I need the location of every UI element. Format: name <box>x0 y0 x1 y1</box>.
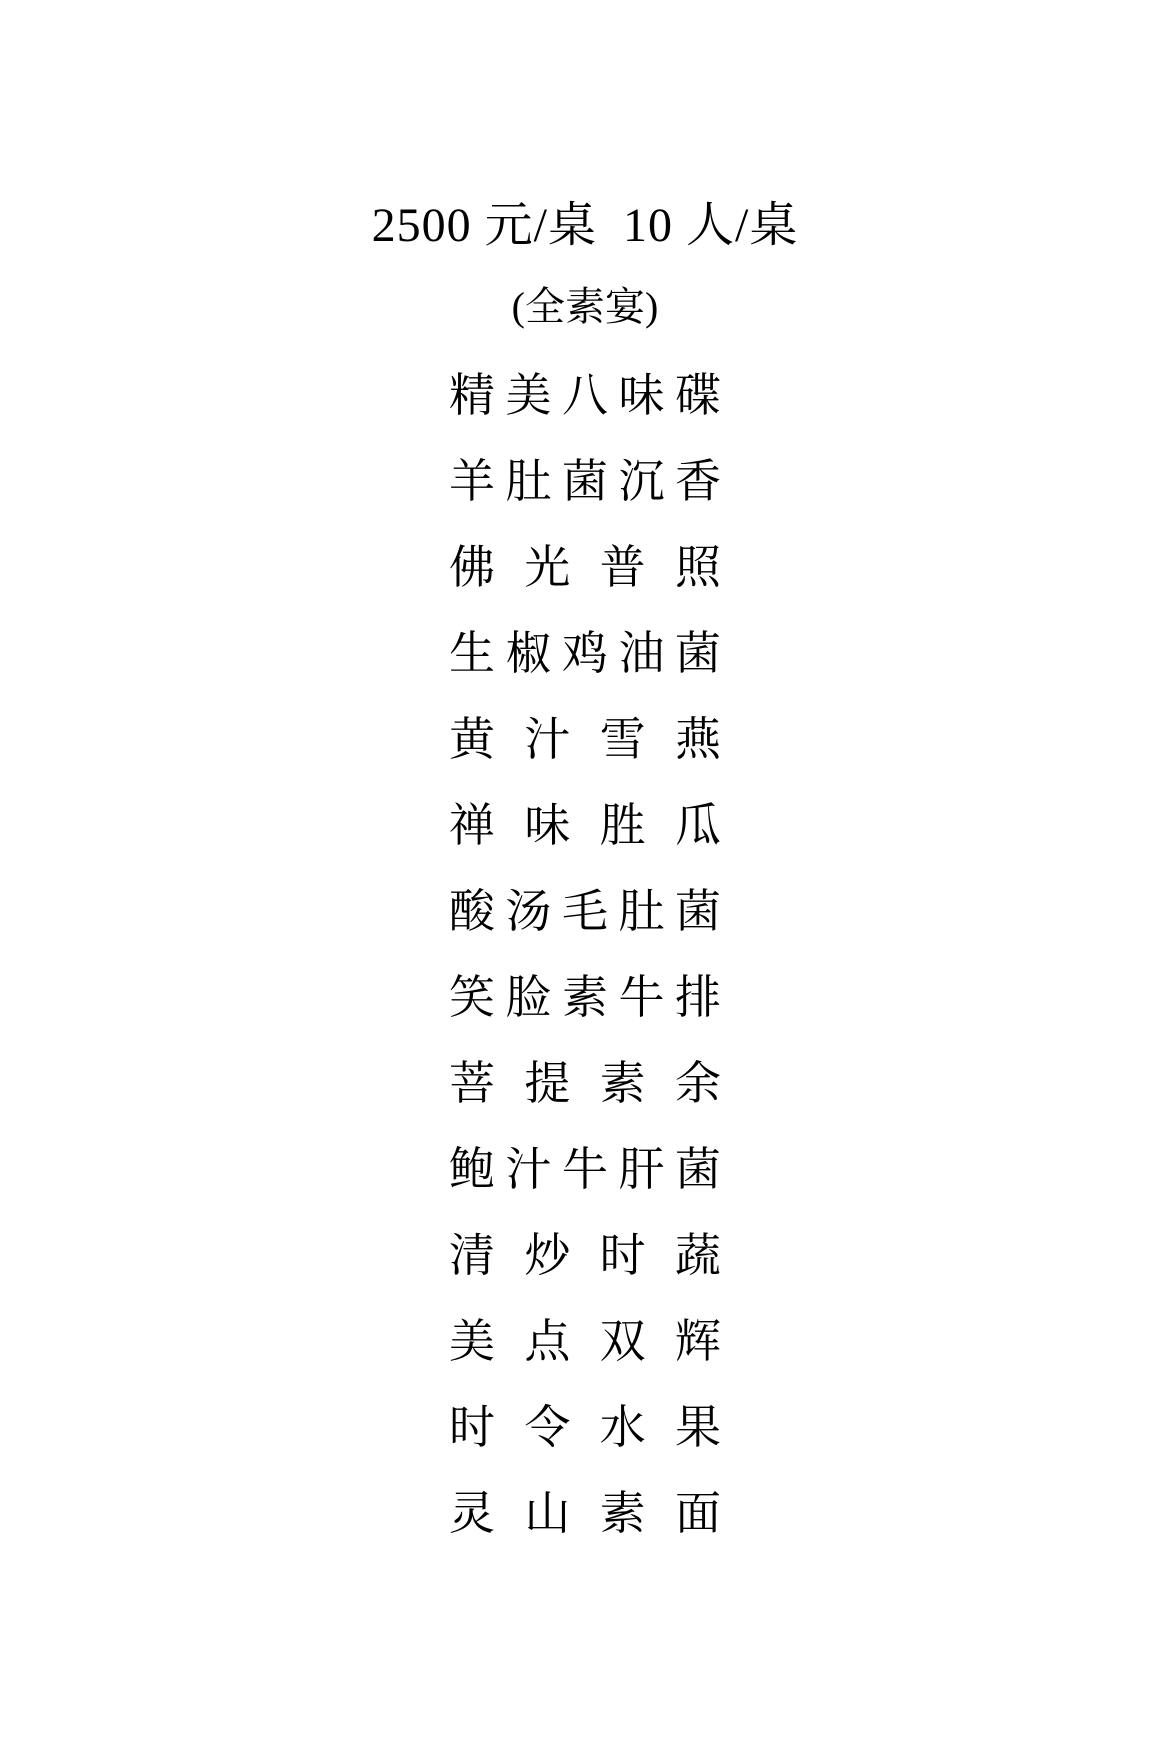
dish-char: 普 <box>599 541 646 593</box>
dish-char: 汤 <box>505 885 552 937</box>
dish-char: 香 <box>675 455 721 507</box>
dish-line-4 <box>449 610 721 696</box>
dish-char: 菩 <box>449 1057 495 1109</box>
dish-char: 提 <box>524 1057 571 1109</box>
dish-char: 生 <box>449 627 495 679</box>
dish-char: 菌 <box>675 1143 721 1195</box>
dish-char: 瓜 <box>674 799 721 851</box>
dish-char: 菌 <box>675 627 721 679</box>
dish-char: 时 <box>599 1229 646 1281</box>
dish-char: 素 <box>562 971 608 1023</box>
dish-char: 汁 <box>524 713 571 765</box>
dish-char: 余 <box>674 1057 721 1109</box>
dish-char: 果 <box>674 1401 721 1453</box>
dish-line-6 <box>449 782 721 868</box>
dish-char: 牛 <box>562 1143 608 1195</box>
dish-char: 素 <box>599 1487 646 1539</box>
dish-char: 蔬 <box>674 1229 721 1281</box>
dish-char: 禅 <box>449 799 495 851</box>
dish-char: 味 <box>524 799 571 851</box>
dish-char: 黄 <box>449 713 495 765</box>
dish-char: 味 <box>618 369 665 421</box>
dish-line-8 <box>449 954 721 1040</box>
dish-char: 菌 <box>675 885 721 937</box>
dish-char: 肚 <box>505 455 552 507</box>
dish-char: 笑 <box>449 971 495 1023</box>
dish-line-10 <box>449 1126 721 1212</box>
dish-line-11 <box>449 1212 721 1298</box>
dish-char: 灵 <box>449 1487 495 1539</box>
dish-char: 佛 <box>449 541 495 593</box>
dish-char: 面 <box>674 1487 721 1539</box>
dish-char: 燕 <box>674 713 721 765</box>
dish-line-7 <box>449 868 721 954</box>
dish-char: 双 <box>599 1315 646 1367</box>
dish-char: 油 <box>618 627 665 679</box>
dish-char: 鸡 <box>562 627 608 679</box>
dish-char: 美 <box>505 369 552 421</box>
dish-line-3 <box>449 524 721 610</box>
dish-char: 清 <box>449 1229 495 1281</box>
dish-char: 山 <box>524 1487 571 1539</box>
dish-char: 点 <box>524 1315 571 1367</box>
dish-char: 光 <box>524 541 571 593</box>
page-title: 2500 元/桌 10 人/桌 <box>371 199 799 252</box>
dish-char: 牛 <box>618 971 665 1023</box>
dish-line-5 <box>449 696 721 782</box>
dish-char: 菌 <box>562 455 608 507</box>
dish-char: 胜 <box>599 799 646 851</box>
dish-char: 酸 <box>449 885 495 937</box>
dish-line-12 <box>449 1298 721 1384</box>
dish-line-1 <box>449 352 721 438</box>
dish-char: 沉 <box>618 455 665 507</box>
dish-char: 素 <box>599 1057 646 1109</box>
dish-char: 鲍 <box>449 1143 495 1195</box>
dish-char: 精 <box>449 369 495 421</box>
dish-list <box>449 352 721 1556</box>
dish-char: 羊 <box>449 455 495 507</box>
dish-char: 辉 <box>674 1315 721 1367</box>
dish-char: 排 <box>675 971 721 1023</box>
dish-char: 时 <box>449 1401 495 1453</box>
dish-char: 毛 <box>562 885 608 937</box>
dish-char: 汁 <box>505 1143 552 1195</box>
dish-char: 肚 <box>618 885 665 937</box>
dish-char: 碟 <box>675 369 721 421</box>
page-subtitle: (全素宴) <box>511 284 659 329</box>
dish-char: 水 <box>599 1401 646 1453</box>
dish-char: 照 <box>674 541 721 593</box>
dish-line-13 <box>449 1384 721 1470</box>
dish-char: 椒 <box>505 627 552 679</box>
dish-char: 八 <box>562 369 608 421</box>
dish-char: 雪 <box>599 713 646 765</box>
dish-line-9 <box>449 1040 721 1126</box>
dish-line-14 <box>449 1470 721 1556</box>
dish-line-2 <box>449 438 721 524</box>
dish-char: 炒 <box>524 1229 571 1281</box>
dish-char: 脸 <box>505 971 552 1023</box>
dish-char: 令 <box>524 1401 571 1453</box>
dish-char: 美 <box>449 1315 495 1367</box>
dish-char: 肝 <box>618 1143 665 1195</box>
